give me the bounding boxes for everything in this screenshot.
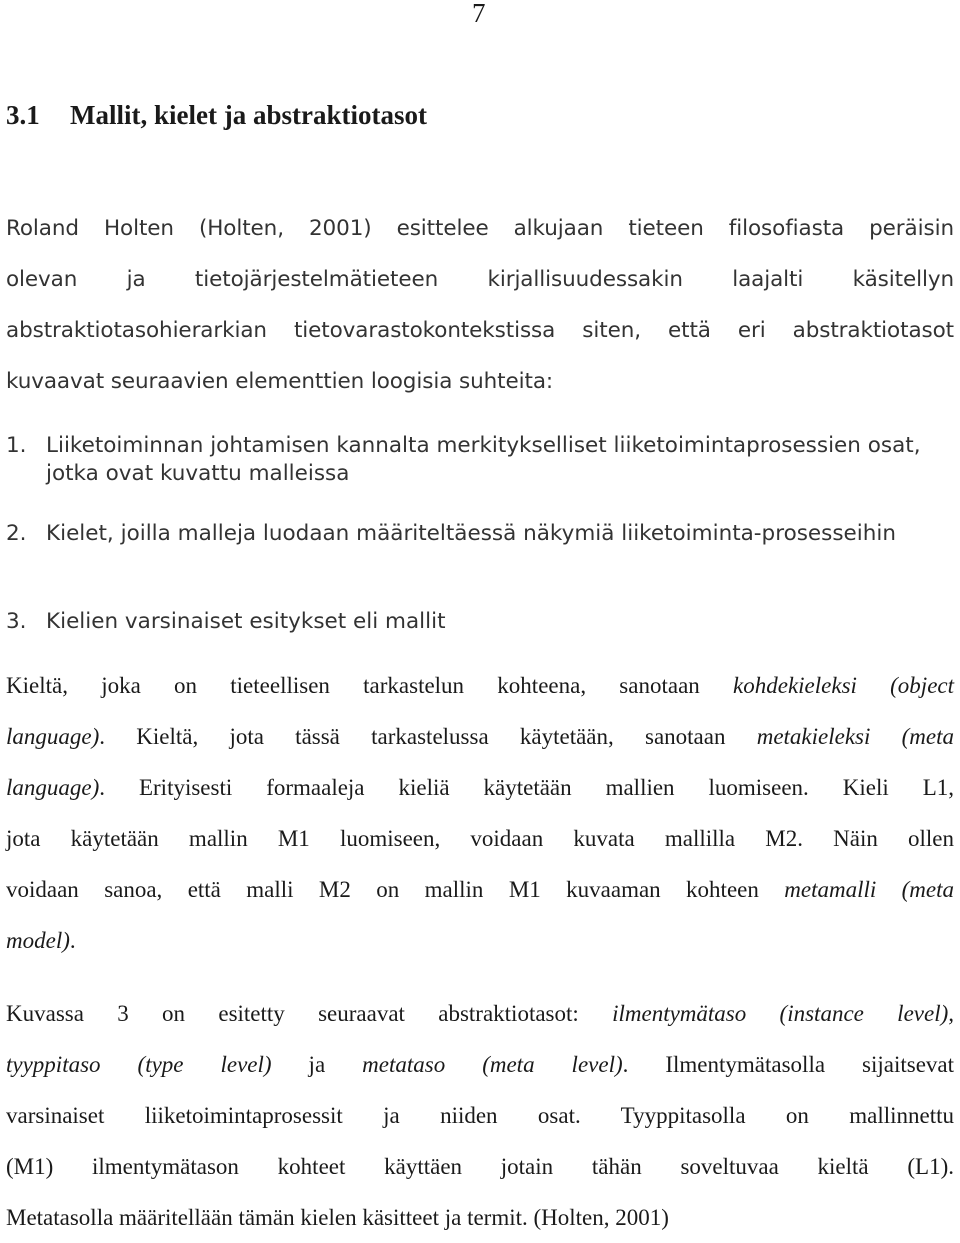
term-object-language-cont: language) [6,724,100,749]
text-run: voidaan sanoa, että malli M2 on mallin M1 kuvaaman kohteen [6,877,785,902]
levels-paragraph [6,988,954,1243]
intro-line: Roland Holten (Holten, 2001) esittelee alkujaan tieteen filosofiasta peräisin [6,216,954,241]
term-metamodel-cont: model) [6,928,70,953]
text-run: . [69,928,76,953]
paragraph-line [6,1039,954,1090]
section-title: Mallit, kielet ja abstraktiotasot [70,100,427,130]
paragraph-line: varsinaiset liiketoimintaprosessit ja niiden osat. Tyyppitasolla on mallinnettu [6,1103,954,1128]
paragraph-line: Metatasolla määritellään tämän kielen käsitteet ja termit. (Holten, 2001) [6,1205,669,1230]
term-meta-level: metataso (meta level) [362,1052,623,1077]
text-run: . Erityisesti formaaleja kieliä käytetään mallien luomiseen. Kieli L1, [99,775,954,800]
section-heading [6,100,427,131]
term-object-language: kohdekieleksi (object [733,673,955,698]
text-run: Kuvassa 3 on esitetty seuraavat abstraktiotasot: [6,1001,613,1026]
paragraph-line [6,915,954,966]
list-marker: 3. [6,609,27,634]
list-item [6,520,954,548]
list-item-text: Kielien varsinaiset esitykset eli mallit [46,609,446,634]
language-paragraph [6,660,954,966]
section-number: 3.1 [6,100,40,130]
paragraph-line [6,988,954,1039]
term-metamodel: metamalli (meta [784,877,954,902]
list-item [6,608,954,636]
text-run: . Kieltä, jota tässä tarkastelussa käytetään, sanotaan [99,724,757,749]
list-item-text: Liiketoiminnan johtamisen kannalta merkitykselliset liiketoimintaprosessien osat, jotka ovat kuvattu malleissa [46,433,921,486]
intro-paragraph [6,203,954,407]
term-type-level: tyyppitaso (type level) [6,1052,272,1077]
list-marker: 2. [6,521,27,546]
paragraph-line [6,762,954,813]
page-number: 7 [472,0,486,28]
intro-line: abstraktiotasohierarkian tietovarastokontekstissa siten, että eri abstraktiotasot [6,318,954,343]
list-item-text: Kielet, joilla malleja luodaan määriteltäessä näkymiä liiketoiminta-prosesseihin [46,521,896,546]
paragraph-line: jota käytetään mallin M1 luomiseen, voidaan kuvata mallilla M2. Näin ollen [6,826,954,851]
intro-line: olevan ja tietojärjestelmätieteen kirjallisuudessakin laajalti käsitellyn [6,267,954,292]
term-meta-language-cont: language) [6,775,100,800]
paragraph-line [6,864,954,915]
text-run: . Ilmentymätasolla sijaitsevat [622,1052,955,1077]
list-item [6,432,954,488]
paragraph-line [6,711,954,762]
paragraph-line: (M1) ilmentymätason kohteet käyttäen jotain tähän soveltuvaa kieltä (L1). [6,1154,954,1179]
list-marker: 1. [6,433,27,458]
intro-line: kuvaavat seuraavien elementtien loogisia suhteita: [6,369,554,394]
text-run: ja [271,1052,363,1077]
term-meta-language: metakieleksi (meta [756,724,954,749]
paragraph-line [6,660,954,711]
text-run: Kieltä, joka on tieteellisen tarkastelun kohteena, sanotaan [6,673,734,698]
term-instance-level: ilmentymätaso (instance level), [612,1001,954,1026]
